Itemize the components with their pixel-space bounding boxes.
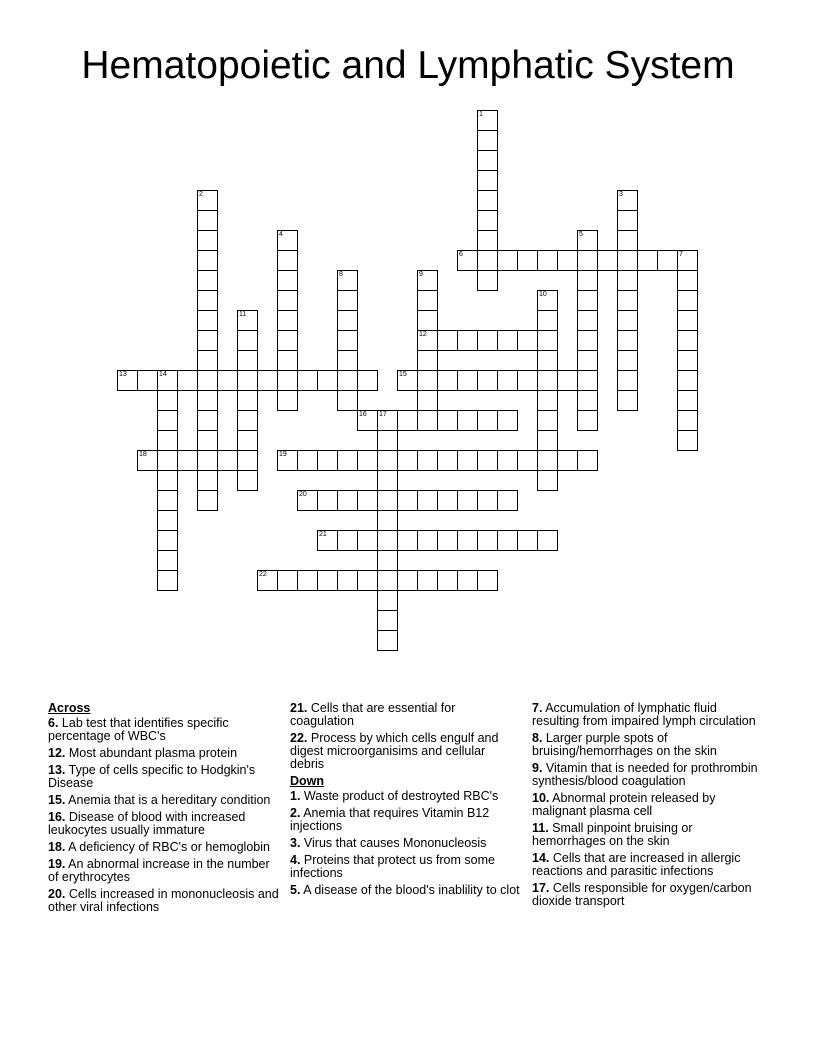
grid-cell[interactable]: [377, 430, 398, 451]
grid-cell[interactable]: [477, 530, 498, 551]
grid-cell[interactable]: [477, 410, 498, 431]
grid-cell[interactable]: [677, 410, 698, 431]
clue-num: 9.: [532, 761, 543, 775]
grid-cell[interactable]: [317, 490, 338, 511]
clue-num: 6.: [48, 716, 59, 730]
grid-cell[interactable]: [397, 570, 418, 591]
grid-cell[interactable]: [497, 410, 518, 431]
grid-cell[interactable]: [377, 470, 398, 491]
grid-cell[interactable]: [237, 450, 258, 471]
down-clue: [290, 807, 522, 833]
grid-cell[interactable]: [397, 410, 418, 431]
grid-cell[interactable]: [457, 370, 478, 391]
grid-cell[interactable]: [237, 350, 258, 371]
grid-cell[interactable]: [577, 330, 598, 351]
across-clue: [48, 794, 280, 807]
grid-cell[interactable]: [157, 470, 178, 491]
clue-number: 12: [419, 331, 427, 338]
grid-cell[interactable]: [577, 230, 598, 251]
clue-number: 6: [459, 251, 463, 258]
grid-cell[interactable]: [537, 530, 558, 551]
clue-num: 17.: [532, 881, 550, 895]
grid-cell[interactable]: [157, 450, 178, 471]
grid-cell[interactable]: [537, 350, 558, 371]
grid-cell[interactable]: [677, 430, 698, 451]
across-clue: [48, 858, 280, 884]
grid-cell[interactable]: [157, 370, 178, 391]
grid-cell[interactable]: [377, 530, 398, 551]
clue-number: 15: [399, 371, 407, 378]
grid-cell[interactable]: [417, 310, 438, 331]
grid-cell[interactable]: [477, 330, 498, 351]
clue-num: 1.: [290, 789, 301, 803]
clue-text: Process by which cells engulf and digest microorganisims and cellular debris: [290, 731, 499, 771]
clue-number: 19: [279, 451, 287, 458]
clue-text: Vitamin that is needed for prothrombin synthesis/blood coagulation: [532, 761, 758, 788]
grid-cell[interactable]: [237, 330, 258, 351]
grid-cell[interactable]: [257, 570, 278, 591]
down-clue: [532, 822, 764, 848]
grid-cell[interactable]: [197, 250, 218, 271]
down-clue: [532, 702, 764, 728]
grid-cell[interactable]: [477, 270, 498, 291]
grid-cell[interactable]: [517, 330, 538, 351]
grid-cell[interactable]: [437, 570, 458, 591]
clue-number: 4: [279, 231, 283, 238]
clue-text: Waste product of destroyted RBC's: [300, 789, 499, 803]
grid-cell[interactable]: [537, 450, 558, 471]
grid-cell[interactable]: [157, 490, 178, 511]
grid-cell[interactable]: [417, 530, 438, 551]
grid-cell[interactable]: [457, 330, 478, 351]
clue-text: Proteins that protect us from some infections: [290, 853, 495, 880]
grid-cell[interactable]: [377, 410, 398, 431]
grid-cell[interactable]: [357, 570, 378, 591]
clue-num: 2.: [290, 806, 301, 820]
grid-cell[interactable]: [477, 250, 498, 271]
grid-cell[interactable]: [297, 570, 318, 591]
grid-cell[interactable]: [397, 450, 418, 471]
grid-cell[interactable]: [197, 230, 218, 251]
grid-cell[interactable]: [477, 230, 498, 251]
grid-cell[interactable]: [617, 370, 638, 391]
down-clue: [532, 732, 764, 758]
grid-cell[interactable]: [277, 250, 298, 271]
grid-cell[interactable]: [457, 250, 478, 271]
clue-number: 1: [479, 111, 483, 118]
grid-cell[interactable]: [577, 370, 598, 391]
clue-num: 21.: [290, 701, 308, 715]
grid-cell[interactable]: [277, 270, 298, 291]
across-clue: [290, 702, 522, 728]
page-title: Hematopoietic and Lymphatic System: [81, 44, 735, 87]
grid-cell[interactable]: [437, 450, 458, 471]
grid-cell[interactable]: [677, 310, 698, 331]
grid-cell[interactable]: [417, 450, 438, 471]
grid-cell[interactable]: [537, 470, 558, 491]
grid-cell[interactable]: [497, 490, 518, 511]
grid-cell[interactable]: [337, 490, 358, 511]
grid-cell[interactable]: [277, 310, 298, 331]
grid-cell[interactable]: [297, 370, 318, 391]
grid-cell[interactable]: [617, 350, 638, 371]
grid-cell[interactable]: [557, 450, 578, 471]
grid-cell[interactable]: [417, 390, 438, 411]
clue-num: 11.: [532, 821, 549, 835]
grid-cell[interactable]: [437, 490, 458, 511]
grid-cell[interactable]: [517, 530, 538, 551]
clue-column-1: [48, 702, 280, 918]
clue-number: 9: [419, 271, 423, 278]
grid-cell[interactable]: [677, 370, 698, 391]
across-clue: [48, 811, 280, 837]
grid-cell[interactable]: [537, 310, 558, 331]
grid-cell[interactable]: [577, 310, 598, 331]
clue-text: Virus that causes Mononucleosis: [300, 836, 487, 850]
grid-cell[interactable]: [377, 610, 398, 631]
clue-number: 17: [379, 411, 387, 418]
clue-num: 16.: [48, 810, 66, 824]
clue-num: 13.: [48, 763, 66, 777]
grid-cell[interactable]: [497, 250, 518, 271]
grid-cell[interactable]: [297, 490, 318, 511]
clue-text: Cells increased in mononucleosis and other viral infections: [48, 887, 279, 914]
grid-cell[interactable]: [377, 630, 398, 651]
grid-cell[interactable]: [277, 570, 298, 591]
grid-cell[interactable]: [457, 570, 478, 591]
grid-cell[interactable]: [677, 350, 698, 371]
clue-number: 18: [139, 451, 147, 458]
grid-cell[interactable]: [197, 410, 218, 431]
clue-num: 20.: [48, 887, 66, 901]
grid-cell[interactable]: [217, 370, 238, 391]
grid-cell[interactable]: [577, 390, 598, 411]
down-clue: [532, 762, 764, 788]
grid-cell[interactable]: [197, 330, 218, 351]
grid-cell[interactable]: [537, 370, 558, 391]
grid-cell[interactable]: [237, 370, 258, 391]
grid-cell[interactable]: [357, 490, 378, 511]
grid-cell[interactable]: [177, 370, 198, 391]
clue-num: 10.: [532, 791, 550, 805]
clue-number: 2: [199, 191, 203, 198]
grid-cell[interactable]: [377, 570, 398, 591]
grid-cell[interactable]: [477, 370, 498, 391]
grid-cell[interactable]: [557, 370, 578, 391]
grid-cell[interactable]: [437, 330, 458, 351]
grid-cell[interactable]: [577, 410, 598, 431]
grid-cell[interactable]: [577, 350, 598, 371]
grid-cell[interactable]: [237, 470, 258, 491]
grid-cell[interactable]: [677, 290, 698, 311]
clue-number: 7: [679, 251, 683, 258]
grid-cell[interactable]: [457, 450, 478, 471]
grid-cell[interactable]: [197, 210, 218, 231]
clue-num: 22.: [290, 731, 308, 745]
grid-cell[interactable]: [197, 430, 218, 451]
grid-cell[interactable]: [197, 350, 218, 371]
grid-cell[interactable]: [677, 390, 698, 411]
grid-cell[interactable]: [477, 170, 498, 191]
across-clue: [48, 841, 280, 854]
grid-cell[interactable]: [617, 250, 638, 271]
clue-text: Cells that are essential for coagulation: [290, 701, 456, 728]
clue-text: Lab test that identifies specific percentage of WBC's: [48, 716, 229, 743]
clue-num: 18.: [48, 840, 66, 854]
grid-cell[interactable]: [197, 450, 218, 471]
clue-column-2: [290, 702, 522, 901]
clue-text: Larger purple spots of bruising/hemorrhages on the skin: [532, 731, 717, 758]
grid-cell[interactable]: [437, 410, 458, 431]
down-clue: [532, 792, 764, 818]
grid-cell[interactable]: [397, 530, 418, 551]
across-clue: [48, 717, 280, 743]
grid-cell[interactable]: [377, 550, 398, 571]
clue-text: An abnormal increase in the number of erythrocytes: [48, 857, 270, 884]
grid-cell[interactable]: [157, 530, 178, 551]
grid-cell[interactable]: [537, 290, 558, 311]
grid-cell[interactable]: [237, 410, 258, 431]
clue-text: Type of cells specific to Hodgkin's Disease: [48, 763, 256, 790]
grid-cell[interactable]: [377, 490, 398, 511]
across-heading: Across: [48, 701, 91, 715]
clue-num: 5.: [290, 883, 301, 897]
clue-text: A disease of the blood's inablility to clot: [300, 883, 520, 897]
grid-cell[interactable]: [617, 390, 638, 411]
grid-cell[interactable]: [417, 410, 438, 431]
grid-cell[interactable]: [477, 490, 498, 511]
grid-cell[interactable]: [197, 310, 218, 331]
clue-text: Disease of blood with increased leukocytes usually immature: [48, 810, 246, 837]
across-clue: [48, 888, 280, 914]
grid-cell[interactable]: [357, 410, 378, 431]
grid-cell[interactable]: [177, 450, 198, 471]
grid-cell[interactable]: [197, 290, 218, 311]
grid-cell[interactable]: [157, 510, 178, 531]
grid-cell[interactable]: [277, 390, 298, 411]
grid-cell[interactable]: [217, 450, 238, 471]
clue-text: Accumulation of lymphatic fluid resulting from impaired lymph circulation: [532, 701, 756, 728]
grid-cell[interactable]: [297, 450, 318, 471]
grid-cell[interactable]: [397, 370, 418, 391]
grid-cell[interactable]: [377, 510, 398, 531]
across-clue: [48, 764, 280, 790]
grid-cell[interactable]: [157, 550, 178, 571]
clue-text: A deficiency of RBC's or hemoglobin: [65, 840, 270, 854]
grid-cell[interactable]: [537, 430, 558, 451]
grid-cell[interactable]: [337, 290, 358, 311]
grid-cell[interactable]: [277, 330, 298, 351]
down-heading: Down: [290, 774, 325, 788]
grid-cell[interactable]: [317, 370, 338, 391]
clue-num: 3.: [290, 836, 301, 850]
grid-cell[interactable]: [677, 330, 698, 351]
grid-cell[interactable]: [477, 130, 498, 151]
down-clue: [290, 854, 522, 880]
clue-number: 21: [319, 531, 327, 538]
grid-cell[interactable]: [417, 570, 438, 591]
clue-number: 5: [579, 231, 583, 238]
clue-number: 3: [619, 191, 623, 198]
clue-num: 7.: [532, 701, 543, 715]
clue-number: 16: [359, 411, 367, 418]
grid-cell[interactable]: [537, 250, 558, 271]
grid-cell[interactable]: [457, 490, 478, 511]
grid-cell[interactable]: [417, 270, 438, 291]
clue-number: 14: [159, 371, 167, 378]
grid-cell[interactable]: [317, 530, 338, 551]
down-clue: [290, 790, 522, 803]
grid-cell[interactable]: [197, 190, 218, 211]
grid-cell[interactable]: [377, 590, 398, 611]
grid-cell[interactable]: [337, 350, 358, 371]
grid-cell[interactable]: [277, 230, 298, 251]
grid-cell[interactable]: [337, 570, 358, 591]
clue-num: 14.: [532, 851, 550, 865]
clue-text: Abnormal protein released by malignant plasma cell: [532, 791, 716, 818]
grid-cell[interactable]: [557, 250, 578, 271]
across-clue: [48, 747, 280, 760]
clue-num: 12.: [48, 746, 66, 760]
clue-text: Anemia that requires Vitamin B12 injections: [290, 806, 490, 833]
grid-cell[interactable]: [357, 530, 378, 551]
grid-cell[interactable]: [457, 530, 478, 551]
clue-text: Small pinpoint bruising or hemorrhages on the skin: [532, 821, 693, 848]
grid-cell[interactable]: [277, 290, 298, 311]
grid-cell[interactable]: [617, 310, 638, 331]
grid-cell[interactable]: [337, 270, 358, 291]
grid-cell[interactable]: [157, 390, 178, 411]
grid-cell[interactable]: [657, 250, 678, 271]
grid-cell[interactable]: [617, 270, 638, 291]
grid-cell[interactable]: [337, 370, 358, 391]
clue-number: 11: [239, 311, 247, 318]
grid-cell[interactable]: [337, 390, 358, 411]
clue-text: Most abundant plasma protein: [65, 746, 238, 760]
grid-cell[interactable]: [477, 210, 498, 231]
grid-cell[interactable]: [577, 290, 598, 311]
grid-cell[interactable]: [257, 370, 278, 391]
grid-cell[interactable]: [577, 250, 598, 271]
grid-cell[interactable]: [397, 490, 418, 511]
grid-cell[interactable]: [337, 450, 358, 471]
down-clue: [290, 884, 522, 897]
grid-cell[interactable]: [197, 370, 218, 391]
clue-num: 19.: [48, 857, 66, 871]
grid-cell[interactable]: [157, 410, 178, 431]
grid-cell[interactable]: [517, 450, 538, 471]
grid-cell[interactable]: [677, 270, 698, 291]
grid-cell[interactable]: [237, 310, 258, 331]
grid-cell[interactable]: [337, 530, 358, 551]
grid-cell[interactable]: [277, 350, 298, 371]
grid-cell[interactable]: [497, 450, 518, 471]
grid-cell[interactable]: [497, 330, 518, 351]
grid-cell[interactable]: [417, 490, 438, 511]
grid-cell[interactable]: [157, 570, 178, 591]
grid-cell[interactable]: [337, 310, 358, 331]
grid-cell[interactable]: [577, 270, 598, 291]
grid-cell[interactable]: [537, 410, 558, 431]
grid-cell[interactable]: [617, 190, 638, 211]
grid-cell[interactable]: [277, 450, 298, 471]
grid-cell[interactable]: [197, 270, 218, 291]
down-clue: [532, 852, 764, 878]
down-clue: [290, 837, 522, 850]
grid-cell[interactable]: [317, 450, 338, 471]
grid-cell[interactable]: [437, 530, 458, 551]
grid-cell[interactable]: [377, 450, 398, 471]
grid-cell[interactable]: [437, 370, 458, 391]
grid-cell[interactable]: [317, 570, 338, 591]
grid-cell[interactable]: [157, 430, 178, 451]
clue-number: 13: [119, 371, 127, 378]
grid-cell[interactable]: [197, 390, 218, 411]
grid-cell[interactable]: [537, 330, 558, 351]
grid-cell[interactable]: [517, 370, 538, 391]
grid-cell[interactable]: [677, 250, 698, 271]
grid-cell[interactable]: [477, 570, 498, 591]
grid-cell[interactable]: [417, 330, 438, 351]
clue-number: 22: [259, 571, 267, 578]
grid-cell[interactable]: [597, 250, 618, 271]
grid-cell[interactable]: [137, 370, 158, 391]
grid-cell[interactable]: [477, 110, 498, 131]
clue-num: 4.: [290, 853, 301, 867]
grid-cell[interactable]: [577, 450, 598, 471]
clue-number: 10: [539, 291, 547, 298]
grid-cell[interactable]: [477, 190, 498, 211]
clue-column-3: [532, 702, 764, 912]
clue-num: 8.: [532, 731, 543, 745]
grid-cell[interactable]: [237, 390, 258, 411]
grid-cell[interactable]: [537, 390, 558, 411]
grid-cell[interactable]: [477, 450, 498, 471]
grid-cell[interactable]: [197, 470, 218, 491]
grid-cell[interactable]: [357, 450, 378, 471]
grid-cell[interactable]: [117, 370, 138, 391]
grid-cell[interactable]: [337, 330, 358, 351]
grid-cell[interactable]: [637, 250, 658, 271]
grid-cell[interactable]: [617, 230, 638, 251]
grid-cell[interactable]: [617, 290, 638, 311]
clue-num: 15.: [48, 793, 66, 807]
grid-cell[interactable]: [417, 350, 438, 371]
grid-cell[interactable]: [277, 370, 298, 391]
grid-cell[interactable]: [617, 330, 638, 351]
grid-cell[interactable]: [457, 410, 478, 431]
clue-number: 8: [339, 271, 343, 278]
clue-text: Anemia that is a hereditary condition: [65, 793, 271, 807]
grid-cell[interactable]: [417, 370, 438, 391]
grid-cell[interactable]: [237, 430, 258, 451]
grid-cell[interactable]: [617, 210, 638, 231]
grid-cell[interactable]: [417, 290, 438, 311]
grid-cell[interactable]: [357, 370, 378, 391]
grid-cell[interactable]: [497, 370, 518, 391]
clue-text: Cells responsible for oxygen/carbon dioxide transport: [532, 881, 752, 908]
down-clue: [532, 882, 764, 908]
grid-cell[interactable]: [497, 530, 518, 551]
grid-cell[interactable]: [517, 250, 538, 271]
clue-number: 20: [299, 491, 307, 498]
across-clue: [290, 732, 522, 771]
grid-cell[interactable]: [197, 490, 218, 511]
grid-cell[interactable]: [137, 450, 158, 471]
grid-cell[interactable]: [477, 150, 498, 171]
clue-text: Cells that are increased in allergic reactions and parasitic infections: [532, 851, 741, 878]
